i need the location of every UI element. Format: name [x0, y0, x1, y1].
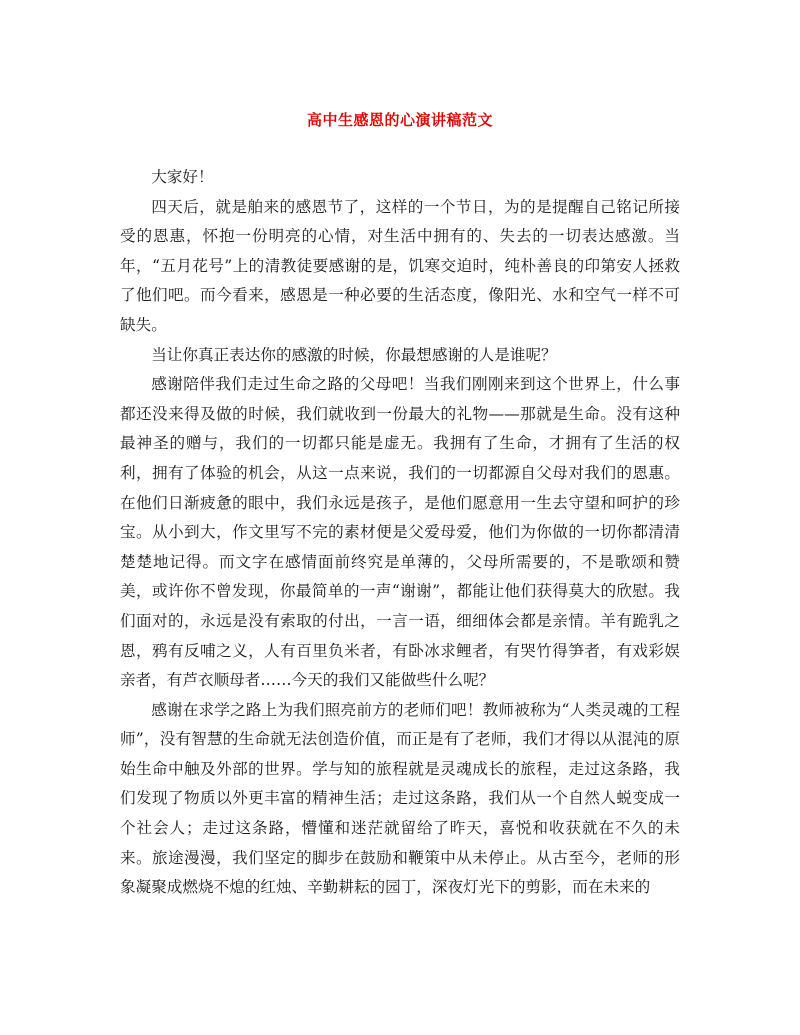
paragraph-parents: 感谢陪伴我们走过生命之路的父母吧！当我们刚刚来到这个世界上，什么事都还没来得及做的时候，我们就收到一份最大的礼物——那就是生命。没有这种最神圣的赠与，我们的一切都只能是虚无。我拥有了生命，才拥有了生活的权利，拥有了体验的机会，从这一点来说，我们的一切都源自父母对我们的恩惠。在他们日渐疲惫的眼中，我们永远是孩子，是他们愿意用一生去守望和呵护的珍宝。从小到大，作文里写不完的素材便是父爱母爱，他们为你做的一切你都清清楚楚地记得。而文字在感情面前终究是单薄的，父母所需要的，不是歌颂和赞美，或许你不曾发现，你最简单的一声“谢谢”，都能让他们获得莫大的欣慰。我们面对的，永远是没有索取的付出，一言一语，细细体会都是亲情。羊有跪乳之恩，鸦有反哺之义，人有百里负米者，有卧冰求鲤者，有哭竹得笋者，有戏彩娱亲者，有芦衣顺母者……今天的我们又能做些什么呢？: [120, 375, 680, 690]
document-title: 高中生感恩的心演讲稿范文: [306, 111, 493, 129]
paragraph-question: 当让你真正表达你的感激的时候，你最想感谢的人是谁呢？: [151, 345, 557, 364]
paragraph-intro: 四天后，就是舶来的感恩节了，这样的一个节日，为的是提醒自己铭记所接受的恩惠，怀抱一份明亮的心情，对生活中拥有的、失去的一切表达感激。当年，“五月花号”上的清教徒要感谢的是，饥寒交迫时，纯朴善良的印第安人拯救了他们吧。而今看来，感恩是一种必要的生活态度，像阳光、水和空气一样不可缺失。: [120, 197, 680, 334]
document-body: [120, 163, 680, 903]
paragraph-greeting: 大家好！: [151, 168, 214, 186]
paragraph-teachers: 感谢在求学之路上为我们照亮前方的老师们吧！教师被称为“人类灵魂的工程师”，没有智慧的生命就无法创造价值，而正是有了老师，我们才得以从混沌的原始生命中触及外部的世界。学与知的旅程就是灵魂成长的旅程，走过这条路，我们发现了物质以外更丰富的精神生活；走过这条路，我们从一个自然人蜕变成一个社会人；走过这条路，懵懂和迷茫就留给了昨天，喜悦和收获就在不久的未来。旅途漫漫，我们坚定的脚步在鼓励和鞭策中从未停止。从古至今，老师的形象凝聚成燃烧不熄的红烛、辛勤耕耘的园丁，深夜灯光下的剪影，而在未来的: [120, 700, 680, 897]
